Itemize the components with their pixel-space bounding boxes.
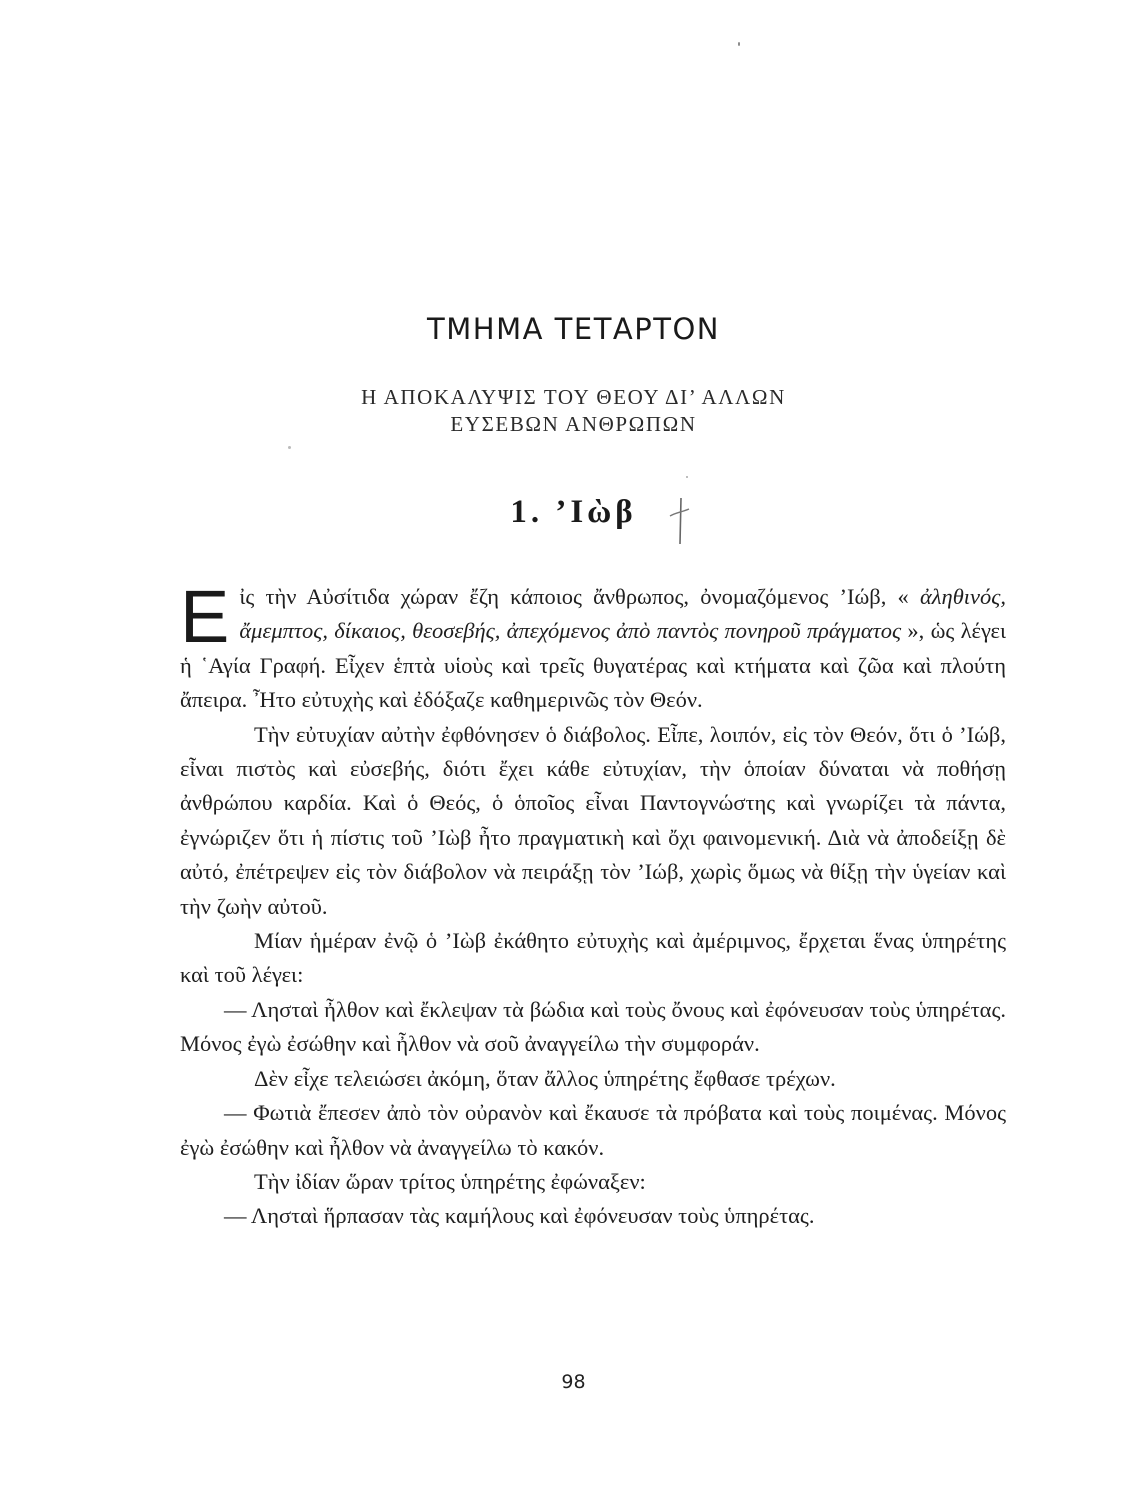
drop-cap: Ε (180, 575, 230, 658)
section-title: ΤΜΗΜΑ ΤΕΤΑΡΤΟΝ (427, 312, 720, 346)
paragraph-7: Τὴν ἰδίαν ὥραν τρίτος ὑπηρέτης ἐφώναξεν: (254, 1168, 646, 1194)
chapter-heading: 1. ’Ιὼβ (510, 494, 637, 530)
paragraph-1-end: », ὡς λέγει ἡ ῾Αγία Γραφή. Εἶχεν ἑπτὰ υἱοὺς καὶ τρεῖς θυγατέρας καὶ κτήματα καὶ ζῶα καὶ πλούτη ἄπειρα. Ἦτο εὐτυχὴς καὶ ἐδόξαζε καθημερινῶς τὸν Θεόν. (180, 618, 1006, 713)
paragraph-5: Δὲν εἶχε τελειώσει ἀκόμη, ὅταν ἄλλος ὑπηρέτης ἔφθασε τρέχων. (254, 1065, 836, 1091)
handwritten-cross-mark (667, 496, 691, 546)
dialogue-1: — Λησταὶ ἦλθον καὶ ἔκλεψαν τὰ βώδια καὶ τοὺς ὄνους καὶ ἐφόνευσαν τοὺς ὑπηρέτας. Μόνος ἐγὼ ἐσώθην καὶ ἦλθον νὰ σοῦ ἀναγγείλω τὴν συμφοράν. (180, 996, 1006, 1057)
section-subtitle (0, 384, 1147, 438)
subtitle-line-1: Η ΑΠΟΚΑΛΥΨΙΣ ΤΟΥ ΘΕΟΥ ΔΙ’ ΑΛΛΩΝ (361, 385, 786, 409)
paper-speck (738, 42, 740, 46)
paragraph-3: Μίαν ἡμέραν ἐνῷ ὁ ’Ιὼβ ἐκάθητο εὐτυχὴς καὶ ἀμέριμνος, ἔρχεται ἕνας ὑπηρέτης καὶ τοῦ λέγει: (180, 928, 1006, 988)
paper-speck (288, 446, 291, 449)
subtitle-line-2: ΕΥΣΕΒΩΝ ΑΝΘΡΩΠΩΝ (450, 412, 697, 436)
paragraph-1 (180, 575, 1006, 718)
dialogue-3: — Λησταὶ ἥρπασαν τὰς καμήλους καὶ ἐφόνευσαν τοὺς ὑπηρέτας. (224, 1203, 815, 1229)
dialogue-2: — Φωτιὰ ἔπεσεν ἀπὸ τὸν οὐρανὸν καὶ ἔκαυσε τὰ πρόβατα καὶ τοὺς ποιμένας. Μόνος ἐγὼ ἐσώθην καὶ ἦλθον νὰ ἀναγγείλω τὸ κακόν. (180, 1100, 1006, 1160)
body-text (180, 575, 1006, 1234)
paragraph-2: Τὴν εὐτυχίαν αὐτὴν ἐφθόνησεν ὁ διάβολος. Εἶπε, λοιπόν, εἰς τὸν Θεόν, ὅτι ὁ ’Ιώβ, εἶναι πιστὸς καὶ εὐσεβής, διότι ἔχει κάθε εὐτυχίαν, τὴν ὁποίαν δύναται νὰ ποθήσῃ ἀνθρώπου καρδία. Καὶ ὁ Θεός, ὁ ὁποῖος εἶναι Παντογνώστης καὶ γνωρίζει τὰ πάντα, ἐγνώριζεν ὅτι ἡ πίστις τοῦ ’Ιὼβ ἦτο πραγματικὴ καὶ ὄχι φαινομενική. Διὰ νὰ ἀποδείξῃ δὲ αὐτό, ἐπέτρεψεν εἰς τὸν διάβολον νὰ πειράξῃ τὸν ’Ιώβ, χωρὶς ὅμως νὰ θίξῃ τὴν ὑγείαν καὶ τὴν ζωὴν αὐτοῦ. (180, 721, 1006, 919)
page-number: 98 (561, 1371, 586, 1393)
scripture-quote: ἀληθινός, ἄμεμπτος, δίκαιος, θεοσεβής, ἀπεχόμενος ἀπὸ παντὸς πονηροῦ πράγματος (239, 584, 1006, 644)
paragraph-1-start: ἰς τὴν Αὐσίτιδα χώραν ἔζη κάποιος ἄνθρωπος, ὀνομαζόμενος ’Ιώβ, « (239, 584, 920, 609)
paper-speck (686, 476, 688, 478)
